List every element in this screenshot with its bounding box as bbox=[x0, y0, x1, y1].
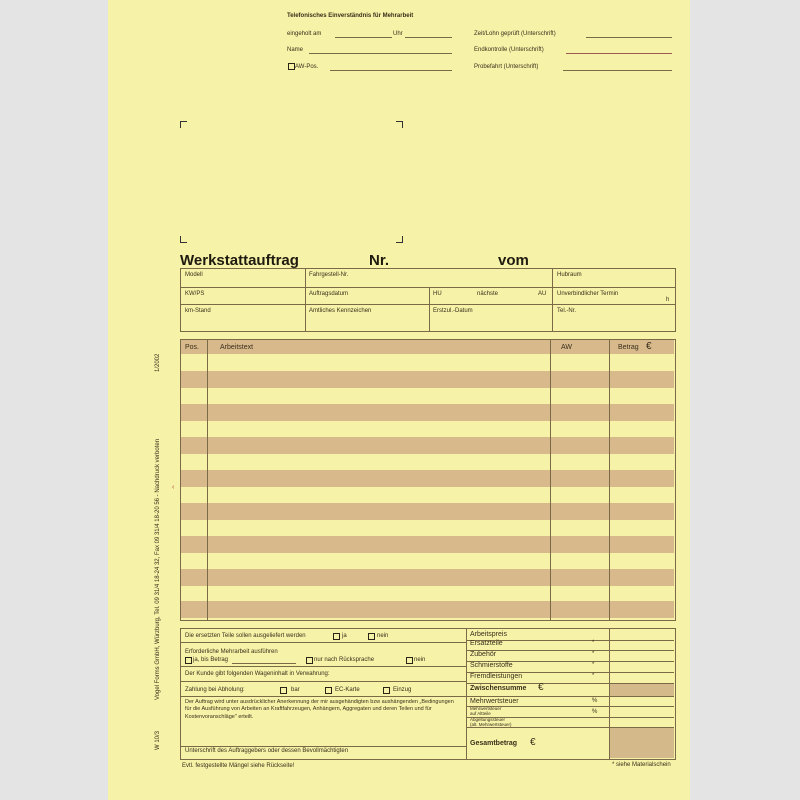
received-on-label: eingeholt am bbox=[287, 31, 322, 37]
grid-line bbox=[305, 268, 306, 331]
extra-after-checkbox[interactable] bbox=[306, 657, 313, 664]
corner-mark bbox=[180, 236, 187, 243]
time-wage-label: Zeit/Lohn geprüft (Unterschrift) bbox=[474, 31, 556, 37]
materials-note: * siehe Materialschein bbox=[612, 762, 671, 768]
form-code: W 10/3 bbox=[155, 730, 161, 750]
separator bbox=[180, 642, 467, 643]
test-drive-line[interactable] bbox=[563, 70, 672, 71]
vat-old-label-2: auf Altteile bbox=[470, 711, 491, 716]
totals-row-line bbox=[466, 696, 674, 697]
accessories-label: Zubehör bbox=[470, 651, 497, 658]
table-row-band bbox=[181, 601, 674, 618]
order-title: Werkstattauftrag bbox=[180, 252, 299, 269]
custody-label: Der Kunde gibt folgenden Wageninhalt in Verwahrung: bbox=[185, 671, 330, 677]
name-label: Name bbox=[287, 47, 304, 53]
displacement-label: Hubraum bbox=[557, 272, 582, 278]
time-wage-line[interactable] bbox=[586, 37, 672, 38]
corner-mark bbox=[396, 236, 403, 243]
table-row-band bbox=[181, 437, 674, 454]
extra-no-checkbox[interactable] bbox=[406, 657, 413, 664]
cash-label: bar bbox=[291, 687, 300, 693]
bottom-divider bbox=[466, 628, 467, 759]
amount-header: Betrag bbox=[618, 344, 639, 351]
separator bbox=[180, 666, 467, 667]
signature-label: Unterschrift des Auftraggebers oder dessen Bevollmächtigten bbox=[185, 748, 349, 754]
custody-line[interactable] bbox=[180, 681, 467, 682]
order-date-field-label: Auftragsdatum bbox=[309, 291, 349, 297]
aw-pos-line[interactable] bbox=[330, 70, 452, 71]
deadline-label: Unverbindlicher Termin bbox=[557, 291, 619, 297]
vehicle-grid bbox=[180, 268, 676, 332]
bottom-block bbox=[180, 628, 676, 760]
parts-yes-label: ja bbox=[342, 633, 347, 639]
star-marker: * bbox=[592, 662, 595, 668]
parts-question: Die ersetzten Teile sollen ausgeliefert werden bbox=[185, 633, 306, 639]
corner-mark bbox=[396, 121, 403, 128]
km-label: km-Stand bbox=[185, 308, 211, 314]
parts-no-checkbox[interactable] bbox=[368, 633, 375, 640]
final-check-line[interactable] bbox=[566, 53, 672, 54]
chassis-label: Fahrgestell-Nr. bbox=[309, 272, 349, 278]
cash-checkbox[interactable] bbox=[280, 687, 287, 694]
table-row-band bbox=[181, 569, 674, 586]
ag-label-2: (alt. Mehrwertsteuer) bbox=[470, 722, 512, 727]
separator bbox=[180, 696, 467, 697]
totals-row-line bbox=[466, 727, 674, 728]
totals-row-line bbox=[466, 683, 674, 684]
aw-pos-checkbox[interactable] bbox=[288, 63, 295, 70]
subtotal-shade bbox=[610, 684, 674, 696]
extra-yes-checkbox[interactable] bbox=[185, 657, 192, 664]
extra-after-label: nur nach Rücksprache bbox=[314, 657, 375, 663]
table-row-band bbox=[181, 503, 674, 520]
direct-debit-checkbox[interactable] bbox=[383, 687, 390, 694]
corner-mark bbox=[180, 121, 187, 128]
parts-no-label: nein bbox=[377, 633, 389, 639]
lubricants-label: Schmierstoffe bbox=[470, 662, 513, 669]
percent-marker: % bbox=[592, 698, 598, 704]
euro-icon: € bbox=[530, 737, 536, 748]
extra-yes-label: ja, bis Betrag bbox=[193, 657, 229, 663]
parts-label: Ersatzteile bbox=[470, 640, 503, 647]
hour-unit: h bbox=[666, 297, 670, 303]
total-shade bbox=[610, 727, 674, 758]
table-row-band bbox=[181, 536, 674, 553]
header-title: Telefonisches Einverständnis für Mehrarbeit bbox=[287, 13, 414, 19]
grid-line bbox=[552, 268, 553, 331]
column-divider bbox=[207, 339, 208, 620]
aw-header: AW bbox=[561, 344, 573, 351]
totals-row-line bbox=[466, 650, 674, 651]
euro-icon: € bbox=[646, 341, 652, 352]
star-marker: * bbox=[592, 640, 595, 646]
grid-line bbox=[180, 287, 675, 288]
extra-no-label: nein bbox=[414, 657, 426, 663]
publisher-text: Vogel Forms GmbH, Würzburg, Tel. 09 31/4 18-24 32, Fax 09 31/4 18-20 56 - Nachdruck verboten bbox=[155, 438, 161, 700]
name-line[interactable] bbox=[309, 53, 452, 54]
tel-label: Tel.-Nr. bbox=[557, 308, 577, 314]
ec-label: EC-Karte bbox=[335, 687, 360, 693]
defects-note: Evtl. festgestellte Mängel siehe Rückseite! bbox=[182, 763, 295, 769]
order-date-label: vom bbox=[498, 252, 529, 269]
kw-label: KW/PS bbox=[185, 291, 205, 297]
text-header: Arbeitstext bbox=[220, 344, 254, 351]
model-label: Modell bbox=[185, 272, 203, 278]
table-row-band bbox=[181, 470, 674, 487]
aw-pos-label: AW-Pos. bbox=[295, 64, 319, 70]
star-marker: * bbox=[592, 673, 595, 679]
work-price-label: Arbeitspreis bbox=[470, 631, 507, 638]
pos-header: Pos. bbox=[185, 344, 200, 351]
extra-question: Erforderliche Mehrarbeit ausführen bbox=[185, 649, 278, 655]
final-check-label: Endkontrolle (Unterschrift) bbox=[474, 47, 544, 53]
vat-old-label-1: Mehrwertsteuer bbox=[470, 706, 502, 711]
column-divider bbox=[550, 339, 551, 620]
payment-label: Zahlung bei Abholung: bbox=[185, 687, 245, 693]
parts-yes-checkbox[interactable] bbox=[333, 633, 340, 640]
percent-marker: % bbox=[592, 709, 598, 715]
ec-checkbox[interactable] bbox=[325, 687, 332, 694]
tick-mark: ‹ bbox=[172, 484, 175, 491]
plate-label: Amtliches Kennzeichen bbox=[309, 308, 372, 314]
test-drive-label: Probefahrt (Unterschrift) bbox=[474, 64, 539, 70]
edition-text: 1/2002 bbox=[155, 353, 161, 372]
grid-line bbox=[429, 287, 430, 331]
time-label: Uhr bbox=[393, 31, 403, 37]
grid-line bbox=[180, 304, 675, 305]
terms-text: Der Auftrag wird unter ausdrücklicher Anerkennung der mir ausgehändigten bzw aushängenden „Bedingungen für die Ausführung von Arbeiten an Kraftfahrzeugen, Anhängern, Aggregaten und deren Teilen und für Kostenvoranschläge" erteilt. bbox=[185, 699, 454, 720]
ag-label-1: Abgeltungssteuer bbox=[470, 717, 506, 722]
column-divider bbox=[609, 339, 610, 620]
external-label: Fremdleistungen bbox=[470, 673, 523, 680]
work-table-header bbox=[181, 340, 674, 354]
total-label: Gesamtbetrag bbox=[470, 740, 518, 747]
order-nr-label: Nr. bbox=[369, 252, 390, 269]
euro-icon: € bbox=[538, 682, 544, 693]
star-marker: * bbox=[592, 651, 595, 657]
time-line[interactable] bbox=[405, 37, 452, 38]
table-row-band bbox=[181, 371, 674, 388]
hu-label: HU bbox=[433, 291, 442, 297]
first-reg-label: Erstzul.-Datum bbox=[433, 308, 473, 314]
extra-amount-line[interactable] bbox=[232, 663, 296, 664]
vat-label: Mehrwertsteuer bbox=[470, 698, 519, 705]
signature-line[interactable] bbox=[180, 746, 467, 747]
au-label: AU bbox=[538, 291, 547, 297]
table-row-band bbox=[181, 404, 674, 421]
received-on-line[interactable] bbox=[335, 37, 392, 38]
direct-debit-label: Einzug bbox=[393, 687, 412, 693]
next-label: nächste bbox=[477, 291, 499, 297]
subtotal-label: Zwischensumme bbox=[470, 685, 527, 692]
